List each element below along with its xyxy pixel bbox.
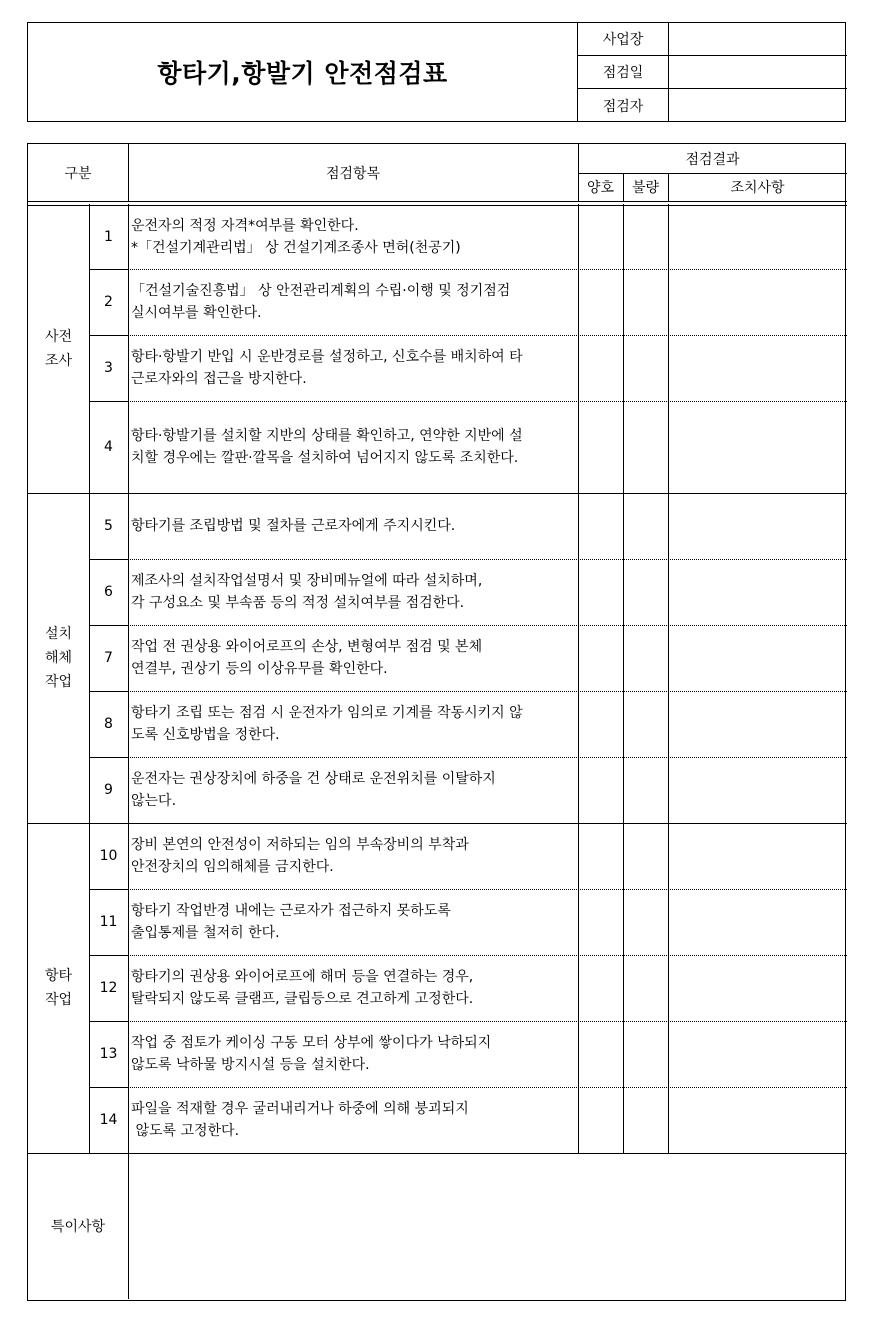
row-divider-dotted <box>128 1021 847 1022</box>
action-input-cell[interactable] <box>668 889 847 955</box>
column-divider <box>623 173 624 201</box>
bad-check-cell[interactable] <box>623 955 668 1021</box>
site-label: 사업장 <box>578 23 669 55</box>
row-divider-dotted <box>128 1087 847 1088</box>
category-label: 사전 조사 <box>44 328 73 369</box>
bad-header: 불량 <box>631 180 660 196</box>
row-divider-dotted <box>128 559 847 560</box>
inspection-item-text: 항타기의 권상용 와이어로프에 해머 등을 연결하는 경우, 탈락되지 않도록 클램프, 클립등으로 견고하게 고정한다. <box>131 969 474 1007</box>
bad-check-cell[interactable] <box>623 625 668 691</box>
row-number: 5 <box>104 518 113 534</box>
row-number: 1 <box>104 228 113 245</box>
row-number: 6 <box>104 584 113 600</box>
action-header: 조치사항 <box>730 180 785 196</box>
row-divider <box>89 625 128 626</box>
action-input-cell[interactable] <box>668 559 847 625</box>
row-divider <box>89 691 128 692</box>
row-divider <box>89 269 128 270</box>
inspection-date-label: 점검일 <box>578 56 669 88</box>
header-row-site <box>578 23 847 56</box>
action-input-cell[interactable] <box>668 1087 847 1153</box>
row-number: 7 <box>104 650 113 666</box>
row-divider-dotted <box>128 335 847 336</box>
action-input-cell[interactable] <box>668 823 847 889</box>
column-divider <box>668 173 669 201</box>
column-divider <box>128 144 129 201</box>
good-check-cell[interactable] <box>578 335 623 401</box>
row-divider <box>89 757 128 758</box>
action-input-cell[interactable] <box>668 757 847 823</box>
row-divider <box>89 559 128 560</box>
bad-check-cell[interactable] <box>623 335 668 401</box>
good-check-cell[interactable] <box>578 889 623 955</box>
bad-check-cell[interactable] <box>623 757 668 823</box>
inspection-item-text: 항타기를 조립방법 및 절차를 근로자에게 주지시킨다. <box>131 518 456 534</box>
row-divider <box>89 889 128 890</box>
remarks-label: 특이사항 <box>50 1219 106 1235</box>
inspection-item-text: 항타기 작업반경 내에는 근로자가 접근하지 못하도록 출입통제를 철저히 한다. <box>131 903 451 941</box>
row-divider <box>89 1021 128 1022</box>
bad-check-cell[interactable] <box>623 204 668 269</box>
bad-check-cell[interactable] <box>623 691 668 757</box>
action-input-cell[interactable] <box>668 691 847 757</box>
good-check-cell[interactable] <box>578 625 623 691</box>
row-divider-dotted <box>128 691 847 692</box>
action-input-cell[interactable] <box>668 204 847 269</box>
inspection-item-text: 항타기 조립 또는 점검 시 운전자가 임의로 기계를 작동시키지 않 도록 신호방법을 정한다. <box>131 705 523 743</box>
row-divider-dotted <box>128 889 847 890</box>
action-input-cell[interactable] <box>668 335 847 401</box>
row-number: 2 <box>104 294 113 310</box>
category-header: 구분 <box>64 165 92 182</box>
bad-check-cell[interactable] <box>623 889 668 955</box>
inspection-item-text: 파일을 적재할 경우 굴러내리거나 하중에 의해 붕괴되지 않도록 고정한다. <box>131 1101 469 1139</box>
inspector-label: 점검자 <box>578 89 669 122</box>
good-header: 양호 <box>586 180 615 196</box>
bad-check-cell[interactable] <box>623 493 668 559</box>
inspection-item-header: 점검항목 <box>325 165 381 182</box>
inspection-item-text: 장비 본연의 안전성이 저하되는 임의 부속장비의 부착과 안전장치의 임의해체를 금지한다. <box>131 837 469 875</box>
inspection-date-field[interactable] <box>669 56 847 88</box>
row-divider <box>89 955 128 956</box>
row-number: 8 <box>104 716 113 732</box>
row-divider-dotted <box>128 757 847 758</box>
inspector-field[interactable] <box>669 89 847 122</box>
good-check-cell[interactable] <box>578 204 623 269</box>
row-number: 12 <box>99 980 118 996</box>
header-row-inspector <box>578 89 847 122</box>
group-divider <box>28 493 847 494</box>
row-divider <box>89 1087 128 1088</box>
column-divider <box>578 144 579 201</box>
good-check-cell[interactable] <box>578 1087 623 1153</box>
good-check-cell[interactable] <box>578 757 623 823</box>
row-number: 13 <box>99 1046 118 1062</box>
good-check-cell[interactable] <box>578 1021 623 1087</box>
header-divider <box>578 173 847 174</box>
inspection-item-text: 운전자의 적정 자격*여부를 확인한다. *「건설기계관리법」 상 건설기계조종사 면허(천공기) <box>131 217 461 256</box>
bad-check-cell[interactable] <box>623 559 668 625</box>
inspection-item-text: 작업 중 점토가 케이싱 구동 모터 상부에 쌓이다가 낙하되지 않도록 낙하물 방지시설 등을 설치한다. <box>131 1035 492 1073</box>
remarks-field[interactable] <box>128 1153 847 1299</box>
checklist-table <box>27 143 846 1301</box>
row-number: 4 <box>104 439 113 455</box>
row-number: 10 <box>99 848 118 864</box>
row-number: 3 <box>104 360 113 376</box>
category-label: 설치 해체 작업 <box>44 626 73 690</box>
inspection-item-text: 항타·항발기 반입 시 운반경로를 설정하고, 신호수를 배치하여 타 근로자와의 접근을 방지한다. <box>131 349 523 387</box>
row-divider-dotted <box>128 269 847 270</box>
good-check-cell[interactable] <box>578 559 623 625</box>
bad-check-cell[interactable] <box>623 401 668 493</box>
row-divider-dotted <box>128 955 847 956</box>
action-input-cell[interactable] <box>668 269 847 335</box>
good-check-cell[interactable] <box>578 401 623 493</box>
action-input-cell[interactable] <box>668 625 847 691</box>
inspection-item-text: 작업 전 권상용 와이어로프의 손상, 변형여부 점검 및 본체 연결부, 권상기 등의 이상유무를 확인한다. <box>131 639 483 677</box>
row-divider <box>89 401 128 402</box>
row-divider <box>89 335 128 336</box>
action-input-cell[interactable] <box>668 493 847 559</box>
group-divider <box>28 823 847 824</box>
row-divider-dotted <box>128 625 847 626</box>
inspection-item-text: 제조사의 설치작업설명서 및 장비메뉴얼에 따라 설치하며, 각 구성요소 및 부속품 등의 적정 설치여부를 점검한다. <box>131 573 483 611</box>
bad-check-cell[interactable] <box>623 823 668 889</box>
bad-check-cell[interactable] <box>623 1087 668 1153</box>
header-row-date <box>578 56 847 89</box>
good-check-cell[interactable] <box>578 493 623 559</box>
row-divider-dotted <box>128 401 847 402</box>
site-value-field[interactable] <box>669 23 847 55</box>
inspection-item-text: 항타·항발기를 설치할 지반의 상태를 확인하고, 연약한 지반에 설 치할 경우에는 깔판·깔목을 설치하여 넘어지지 않도록 조치한다. <box>131 428 523 466</box>
row-number: 9 <box>104 782 113 798</box>
good-check-cell[interactable] <box>578 955 623 1021</box>
good-check-cell[interactable] <box>578 691 623 757</box>
header-table <box>27 22 846 122</box>
category-label: 항타 작업 <box>44 968 73 1008</box>
page-title: 항타기,항발기 안전점검표 <box>28 23 578 121</box>
row-number: 14 <box>99 1112 118 1128</box>
bad-check-cell[interactable] <box>623 269 668 335</box>
inspection-item-text: 운전자는 권상장치에 하중을 건 상태로 운전위치를 이탈하지 않는다. <box>131 771 496 809</box>
action-input-cell[interactable] <box>668 401 847 493</box>
good-check-cell[interactable] <box>578 269 623 335</box>
inspection-result-header: 점검결과 <box>685 151 740 168</box>
bad-check-cell[interactable] <box>623 1021 668 1087</box>
action-input-cell[interactable] <box>668 955 847 1021</box>
action-input-cell[interactable] <box>668 1021 847 1087</box>
good-check-cell[interactable] <box>578 823 623 889</box>
row-number: 11 <box>99 914 118 930</box>
inspection-item-text: 「건설기술진흥법」 상 안전관리계획의 수립·이행 및 정기점검 실시여부를 확인한다. <box>131 283 511 321</box>
